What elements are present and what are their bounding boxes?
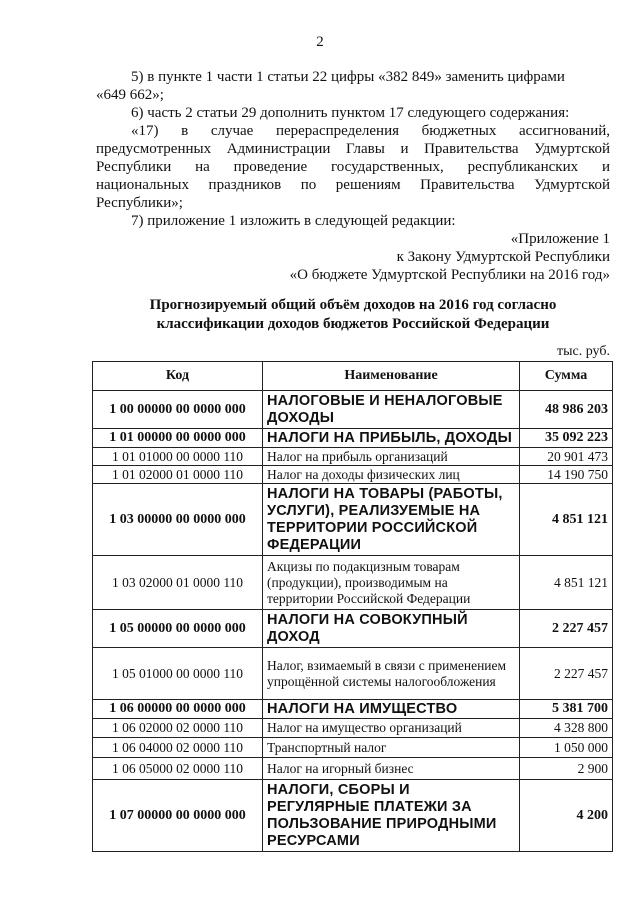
appendix-line-3: «О бюджете Удмуртской Республики на 2016 год» bbox=[289, 267, 610, 283]
row-name: НАЛОГИ НА СОВОКУПНЫЙ ДОХОД bbox=[263, 610, 520, 648]
row-sum: 4 200 bbox=[520, 780, 613, 852]
row-sum: 4 851 121 bbox=[520, 556, 613, 610]
row-code: 1 06 02000 02 0000 110 bbox=[93, 719, 263, 738]
table-row bbox=[93, 780, 613, 852]
table-row bbox=[93, 738, 613, 758]
row-code: 1 03 02000 01 0000 110 bbox=[93, 556, 263, 610]
appendix-line-1: «Приложение 1 bbox=[510, 231, 610, 247]
units-label: тыс. руб. bbox=[557, 344, 610, 359]
paragraph-7: 7) приложение 1 изложить в следующей редакции: bbox=[131, 213, 456, 229]
paragraph-5-line-1: 5) в пункте 1 части 1 статьи 22 цифры «382 849» заменить цифрами bbox=[131, 69, 565, 85]
row-sum: 14 190 750 bbox=[520, 466, 613, 484]
row-name: Налог на доходы физических лиц bbox=[263, 466, 520, 484]
paragraph-17-line-1: «17) в случае перераспределения бюджетных ассигнований, bbox=[131, 123, 610, 139]
row-name: Транспортный налог bbox=[263, 738, 520, 758]
row-code: 1 06 00000 00 0000 000 bbox=[93, 700, 263, 719]
row-sum: 48 986 203 bbox=[520, 391, 613, 429]
paragraph-5-line-2: «649 662»; bbox=[96, 87, 164, 103]
table-title-line-1: Прогнозируемый общий объём доходов на 2016 год согласно bbox=[149, 297, 557, 313]
row-name: Налог на имущество организаций bbox=[263, 719, 520, 738]
row-sum: 4 851 121 bbox=[520, 484, 613, 556]
row-sum: 2 227 457 bbox=[520, 610, 613, 648]
header-code: Код bbox=[93, 362, 263, 391]
row-name: НАЛОГИ, СБОРЫ И РЕГУЛЯРНЫЕ ПЛАТЕЖИ ЗА ПОЛЬЗОВАНИЕ ПРИРОДНЫМИ РЕСУРСАМИ bbox=[263, 780, 520, 852]
row-sum: 2 227 457 bbox=[520, 648, 613, 700]
revenue-table bbox=[92, 361, 613, 852]
table-row bbox=[93, 391, 613, 429]
row-code: 1 01 02000 01 0000 110 bbox=[93, 466, 263, 484]
table-row bbox=[93, 719, 613, 738]
row-code: 1 05 00000 00 0000 000 bbox=[93, 610, 263, 648]
row-name: НАЛОГОВЫЕ И НЕНАЛОГОВЫЕ ДОХОДЫ bbox=[263, 391, 520, 429]
row-sum: 5 381 700 bbox=[520, 700, 613, 719]
row-sum: 20 901 473 bbox=[520, 448, 613, 466]
appendix-line-2: к Закону Удмуртской Республики bbox=[396, 249, 610, 265]
table-row bbox=[93, 556, 613, 610]
paragraph-17-line-4: национальных праздников по решениям Правительства Удмуртской bbox=[96, 177, 610, 193]
row-code: 1 00 00000 00 0000 000 bbox=[93, 391, 263, 429]
paragraph-17-line-2: предусмотренных Администрации Главы и Правительства Удмуртской bbox=[96, 141, 610, 157]
table-title-line-2: классификации доходов бюджетов Российской Федерации bbox=[156, 316, 550, 332]
header-name: Наименование bbox=[263, 362, 520, 391]
paragraph-6: 6) часть 2 статьи 29 дополнить пунктом 17 следующего содержания: bbox=[131, 105, 570, 121]
page-number: 2 bbox=[316, 34, 324, 50]
row-name: НАЛОГИ НА ИМУЩЕСТВО bbox=[263, 700, 520, 719]
row-code: 1 06 05000 02 0000 110 bbox=[93, 758, 263, 780]
row-code: 1 01 01000 00 0000 110 bbox=[93, 448, 263, 466]
table-row bbox=[93, 700, 613, 719]
table-row bbox=[93, 484, 613, 556]
row-code: 1 01 00000 00 0000 000 bbox=[93, 429, 263, 448]
table-row bbox=[93, 610, 613, 648]
row-code: 1 03 00000 00 0000 000 bbox=[93, 484, 263, 556]
row-name: Налог, взимаемый в связи с применением упрощённой системы налогообложения bbox=[263, 648, 520, 700]
header-sum: Сумма bbox=[520, 362, 613, 391]
paragraph-17-line-3: Республики на проведение государственных, республиканских и bbox=[96, 159, 610, 175]
row-name: Акцизы по подакцизным товарам (продукции), производимым на территории Российской Федерации bbox=[263, 556, 520, 610]
table-row bbox=[93, 448, 613, 466]
row-name: Налог на прибыль организаций bbox=[263, 448, 520, 466]
row-sum: 4 328 800 bbox=[520, 719, 613, 738]
row-sum: 1 050 000 bbox=[520, 738, 613, 758]
row-code: 1 07 00000 00 0000 000 bbox=[93, 780, 263, 852]
table-header-row bbox=[93, 362, 613, 391]
table-row bbox=[93, 758, 613, 780]
row-code: 1 06 04000 02 0000 110 bbox=[93, 738, 263, 758]
table-row bbox=[93, 648, 613, 700]
row-name: НАЛОГИ НА ПРИБЫЛЬ, ДОХОДЫ bbox=[263, 429, 520, 448]
table-row bbox=[93, 429, 613, 448]
row-code: 1 05 01000 00 0000 110 bbox=[93, 648, 263, 700]
row-sum: 35 092 223 bbox=[520, 429, 613, 448]
paragraph-17-line-5: Республики»; bbox=[96, 195, 183, 211]
row-sum: 2 900 bbox=[520, 758, 613, 780]
row-name: НАЛОГИ НА ТОВАРЫ (РАБОТЫ, УСЛУГИ), РЕАЛИЗУЕМЫЕ НА ТЕРРИТОРИИ РОССИЙСКОЙ ФЕДЕРАЦИИ bbox=[263, 484, 520, 556]
table-row bbox=[93, 466, 613, 484]
row-name: Налог на игорный бизнес bbox=[263, 758, 520, 780]
